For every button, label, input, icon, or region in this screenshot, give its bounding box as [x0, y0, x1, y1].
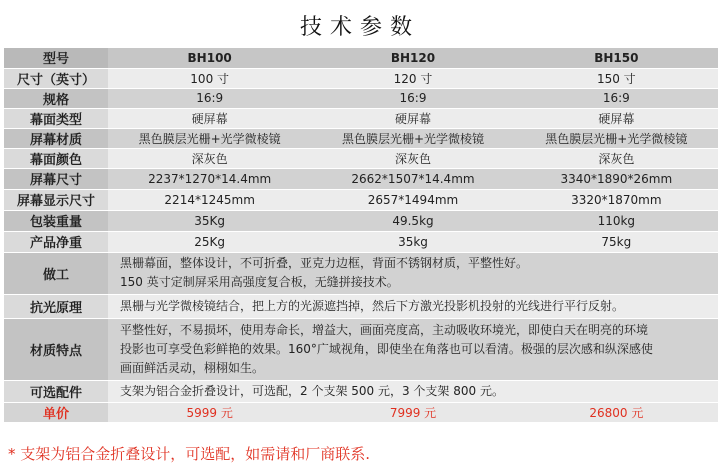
row-label: 可选配件 — [4, 380, 108, 402]
table-row — [4, 68, 718, 88]
cell-value: 16:9 — [515, 88, 718, 108]
cell-value: 2237*1270*14.4mm — [108, 168, 311, 189]
cell-value: 2214*1245mm — [108, 189, 311, 210]
row-label: 包装重量 — [4, 210, 108, 231]
cell-value: 黑色膜层光栅+光学微棱镜 — [515, 128, 718, 148]
description-line: 黑栅幕面，整体设计，不可折叠，亚克力边框，背面不锈钢材质，平整性好。 — [120, 256, 529, 270]
table-row-craft — [4, 252, 718, 294]
cell-value: 120 寸 — [311, 68, 514, 88]
cell-value: 深灰色 — [311, 148, 514, 168]
cell-value: 110kg — [515, 210, 718, 231]
price-value: 5999 元 — [108, 402, 311, 422]
row-label: 规格 — [4, 88, 108, 108]
table-row — [4, 231, 718, 252]
cell-value: 2657*1494mm — [311, 189, 514, 210]
cell-value: 黑色膜层光栅+光学微棱镜 — [108, 128, 311, 148]
row-label: 幕面类型 — [4, 108, 108, 128]
cell-value: 16:9 — [108, 88, 311, 108]
table-row-features — [4, 318, 718, 380]
description-line: 投影也可享受色彩鲜艳的效果。160°广域视角，即使坐在角落也可以看清。极强的层次感和纵深感使 — [120, 341, 653, 356]
row-label: 抗光原理 — [4, 294, 108, 318]
table-row — [4, 148, 718, 168]
cell-value: 深灰色 — [515, 148, 718, 168]
row-label: 尺寸（英寸） — [4, 68, 108, 88]
description-line: 平整性好，不易损坏，使用寿命长，增益大，画面亮度高，主动吸收环境光，即使白天在明亮的环境 — [120, 322, 649, 337]
cell-value: 150 寸 — [515, 68, 718, 88]
features-description — [108, 318, 718, 380]
model-name: BH100 — [108, 48, 311, 68]
cell-value: 35kg — [311, 231, 514, 252]
model-name: BH120 — [311, 48, 514, 68]
price-value: 7999 元 — [311, 402, 514, 422]
cell-value: 硬屏幕 — [515, 108, 718, 128]
table-row — [4, 210, 718, 231]
table-row-price — [4, 402, 718, 422]
row-label: 产品净重 — [4, 231, 108, 252]
cell-value: 深灰色 — [108, 148, 311, 168]
cell-value: 黑色膜层光栅+光学微棱镜 — [311, 128, 514, 148]
table-row-accessories — [4, 380, 718, 402]
accessories-description: 支架为铝合金折叠设计，可选配，2 个支架 500 元，3 个支架 800 元。 — [108, 380, 718, 402]
row-label: 屏幕尺寸 — [4, 168, 108, 189]
row-label: 屏幕显示尺寸 — [4, 189, 108, 210]
cell-value: 100 寸 — [108, 68, 311, 88]
spec-table — [4, 48, 718, 423]
row-label: 屏幕材质 — [4, 128, 108, 148]
description-line: 150 英寸定制屏采用高强度复合板，无缝拼接技术。 — [120, 275, 399, 289]
table-row — [4, 88, 718, 108]
cell-value: 16:9 — [311, 88, 514, 108]
page-title: 技术参数 — [299, 15, 420, 40]
price-value: 26800 元 — [515, 402, 718, 422]
cell-value: 25Kg — [108, 231, 311, 252]
cell-value: 75kg — [515, 231, 718, 252]
table-row-anti-light — [4, 294, 718, 318]
row-label: 型号 — [4, 48, 108, 68]
cell-value: 3320*1870mm — [515, 189, 718, 210]
cell-value: 35Kg — [108, 210, 311, 231]
craft-description — [108, 252, 718, 294]
row-label: 材质特点 — [4, 318, 108, 380]
footnote: * 支架为铝合金折叠设计，可选配，如需请和厂商联系. — [8, 445, 371, 463]
row-label: 做工 — [4, 252, 108, 294]
row-label: 幕面颜色 — [4, 148, 108, 168]
cell-value: 2662*1507*14.4mm — [311, 168, 514, 189]
cell-value: 硬屏幕 — [108, 108, 311, 128]
anti-light-description: 黑栅与光学微棱镜结合，把上方的光源遮挡掉，然后下方激光投影机投射的光线进行平行反射。 — [108, 294, 718, 318]
cell-value: 49.5kg — [311, 210, 514, 231]
row-label: 单价 — [4, 402, 108, 422]
table-row — [4, 168, 718, 189]
table-row — [4, 108, 718, 128]
table-row — [4, 128, 718, 148]
cell-value: 3340*1890*26mm — [515, 168, 718, 189]
description-line: 画面鲜活灵动，栩栩如生。 — [120, 360, 265, 375]
table-row — [4, 189, 718, 210]
model-name: BH150 — [515, 48, 718, 68]
cell-value: 硬屏幕 — [311, 108, 514, 128]
table-header-row — [4, 48, 718, 68]
